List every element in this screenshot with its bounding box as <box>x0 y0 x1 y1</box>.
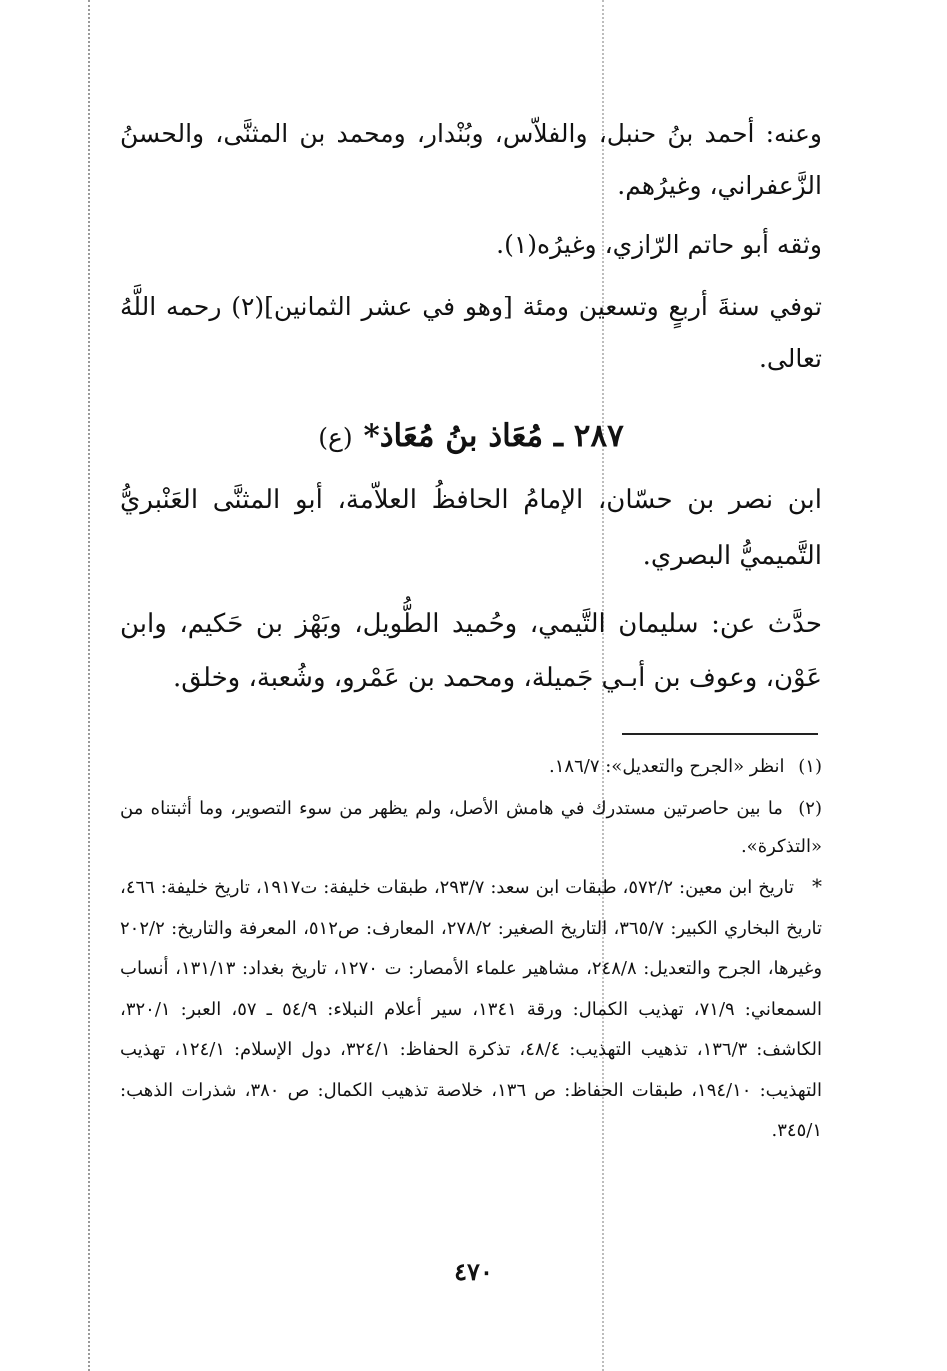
footnote <box>120 748 822 786</box>
footnote-marker: (١) <box>798 756 822 777</box>
footnote-sources <box>120 866 822 1152</box>
asterisk-marker: * <box>812 874 822 898</box>
body-paragraph-students: وعنه: أحمد بنُ حنبل، والفلاّس، وبُنْدار، ومحمد بن المثنَّى، والحسنُ الزَّعفراني، وغيرُهم. <box>120 119 822 200</box>
footnote-text: تاريخ ابن معين: ٥٧٢/٢، طبقات ابن سعد: ٢٩٣/٧، طبقات خليفة: ت١٩١٧، تاريخ خليفة: ٤٦٦، تاريخ البخاري الكبير: ٣٦٥/٧، التاريخ الصغير: ٢٧٨/٢، المعارف: ص٥١٢، المعرفة والتاريخ: ٢٠٢/٢ وغيرها، الجرح والتعديل: ٢٤٨/٨، مشاهير علماء الأمصار: ت ١٢٧٠، تاريخ بغداد: ١٣١/١٣، أنساب السمعاني: ٧١/٩، تهذيب الكمال: ورقة ١٣٤١، سير أعلام النبلاء: ٥٤/٩ ـ ٥٧، العبر: ٣٢٠/١، الكاشف: ١٣٦/٣، تذهيب التهذيب: ٤٨/٤، تذكرة الحفاظ: ٣٢٤/١، دول الإسلام: ١٢٤/١، تهذيب التهذيب: ١٩٤/١٠، طبقات الحفاظ: ص ١٣٦، خلاصة تذهيب الكمال: ص ٣٨٠، شذرات الذهب: ٣٤٥/١. <box>120 877 823 1141</box>
scan-margin-dots <box>88 0 90 1371</box>
body-paragraph-death: توفي سنةَ أربعٍ وتسعين ومئة [وهو في عشر الثمانين](٢) رحمه اللَّهُ تعالى. <box>120 292 822 373</box>
footnote-text: ما بين حاصرتين مستدرك في هامش الأصل، ولم يظهر من سوء التصوير، وما أثبتناه من «التذكرة». <box>120 798 822 857</box>
page-number: ٤٧٠ <box>454 1257 493 1286</box>
entry-narrated-from: حدَّث عن: سليمان التَّيمي، وحُميد الطُّويل، وبَهْز بن حَكيم، وابن عَوْن، وعوف بن أبـي جَميلة، ومحمد بن عَمْرو، وشُعبة، وخلق. <box>120 609 822 693</box>
entry-heading <box>120 409 822 465</box>
entry-title: ٢٨٧ ـ مُعَاذ بنُ مُعَاذ* <box>363 418 624 454</box>
footnote-separator <box>622 733 818 735</box>
entry-code: (ع) <box>318 423 353 452</box>
entry-intro: ابن نصر بن حسّان، الإمامُ الحافظُ العلاّمة، أبو المثنَّى العَنْبريُّ التَّميميُّ البصري. <box>120 485 822 571</box>
footnote-text: انظر «الجرح والتعديل»: ١٨٦/٧. <box>549 756 785 777</box>
body-paragraph-reliability: وثقه أبو حاتم الرّازي، وغيرُه(١). <box>496 230 822 259</box>
footnote <box>120 790 822 866</box>
footnote-marker: (٢) <box>798 798 822 819</box>
